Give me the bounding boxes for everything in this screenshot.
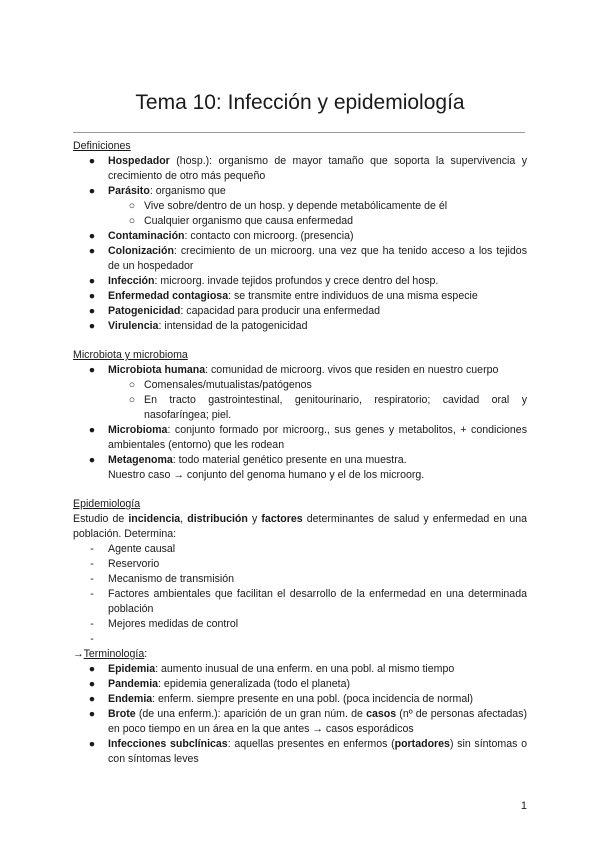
definition: ) sin síntomas o con síntomas leves: [108, 738, 527, 765]
term: Patogenicidad: [108, 305, 181, 317]
dash-item-text: Factores ambientales que facilitan el desarrollo de la enfermedad en una determinada población: [108, 588, 527, 615]
sub-list-item: [73, 393, 527, 423]
list-item-infecciones-subclinicas: [73, 737, 527, 767]
list-item-patogenicidad: [73, 304, 527, 319]
definition: (hosp.): organismo de mayor tamaño que soporta la supervivencia y crecimiento de otro más pequeño: [108, 155, 527, 182]
terminologia-heading: [73, 647, 527, 662]
list-item-microbiota-humana: [73, 363, 527, 378]
definition: : capacidad para producir una enfermedad: [180, 305, 381, 317]
term: Brote: [108, 708, 136, 720]
term: Microbioma: [108, 424, 168, 436]
term: Endemia: [108, 693, 153, 705]
arrow-glyph: →: [73, 648, 84, 660]
list-item-contaminacion: [73, 229, 527, 244]
intro-text: Estudio de: [73, 513, 129, 525]
spacer: [73, 483, 527, 497]
bullet-marker: ●: [88, 155, 96, 167]
definition: (nº de personas afectadas) en poco tiempo en un área en la que antes → casos esporádicos: [108, 708, 527, 735]
circle-marker: ○: [128, 379, 136, 391]
intro-text: y: [247, 513, 262, 525]
list-item-metagenoma: [73, 453, 527, 483]
bullet-marker: ●: [88, 708, 96, 720]
term: Virulencia: [108, 320, 159, 332]
definition: : organismo que: [149, 185, 226, 197]
intro-bold-term: incidencia: [128, 513, 181, 525]
section-heading-epidemiologia: Epidemiología: [73, 498, 141, 510]
definition: : enferm. siempre presente en una pobl. (poca incidencia de normal): [152, 693, 474, 705]
list-item-enfermedad-contagiosa: [73, 289, 527, 304]
definition: : conjunto formado por microorg., sus genes y metabolitos, + condiciones ambientales (entorno) que les rodean: [108, 424, 527, 451]
dash-list-item: [73, 572, 527, 587]
dash-item-text: Mejores medidas de control: [108, 618, 239, 630]
bullet-marker: ●: [88, 693, 96, 705]
sub-item-text: En tracto gastrointestinal, genitourinario, respiratorio; cavidad oral y nasofaríngea; piel.: [144, 394, 527, 421]
list-item-brote: [73, 707, 527, 737]
dash-marker: -: [90, 633, 94, 645]
dash-list-item: [73, 557, 527, 572]
term: Parásito: [108, 185, 150, 197]
intro-text: ,: [180, 513, 188, 525]
term: Infección: [108, 275, 155, 287]
dash-item-text: Agente causal: [108, 543, 176, 555]
term: Contaminación: [108, 230, 185, 242]
term: Epidemia: [108, 663, 156, 675]
list-item-parasito: [73, 184, 527, 199]
list-item-microbioma: [73, 423, 527, 453]
list-item-hospedador: [73, 154, 527, 184]
definition: : intensidad de la patogenicidad: [158, 320, 308, 332]
dash-item-text: Mecanismo de transmisión: [108, 573, 234, 585]
circle-marker: ○: [128, 200, 136, 212]
list-item-pandemia: [73, 677, 527, 692]
intro-paragraph: [73, 512, 527, 542]
bullet-marker: ●: [88, 185, 96, 197]
list-item-epidemia: [73, 662, 527, 677]
definition: : crecimiento de un microorg. una vez que ha tenido acceso a los tejidos de un hospedador: [108, 245, 527, 272]
sub-item-text: Cualquier organismo que causa enfermedad: [144, 215, 354, 227]
dash-list-item: [73, 587, 527, 617]
definition: : comunidad de microorg. vivos que residen en nuestro cuerpo: [205, 364, 499, 376]
dash-marker: -: [90, 558, 94, 570]
dash-marker: -: [90, 618, 94, 630]
spacer: [73, 334, 527, 348]
bullet-marker: ●: [88, 663, 96, 675]
sub-list-item: [73, 378, 527, 393]
sub-list-item: [73, 199, 527, 214]
bullet-marker: ●: [88, 275, 96, 287]
dash-marker: -: [90, 588, 94, 600]
term: Hospedador: [108, 155, 170, 167]
term: Metagenoma: [108, 454, 173, 466]
intro-bold-term: factores: [261, 513, 303, 525]
page-number: 1: [520, 800, 527, 812]
bullet-marker: ●: [88, 738, 96, 750]
section-heading-microbiota: Microbiota y microbioma: [73, 349, 188, 361]
list-item-colonizacion: [73, 244, 527, 274]
page-title: Tema 10: Infección y epidemiología: [135, 91, 465, 114]
dash-item-text: Reservorio: [108, 558, 160, 570]
colon: :: [144, 648, 148, 660]
term: Pandemia: [108, 678, 159, 690]
term: Colonización: [108, 245, 174, 257]
document-body: [73, 139, 527, 767]
terminologia-label: Terminología: [83, 648, 145, 660]
bullet-marker: ●: [88, 320, 96, 332]
sub-item-text: Vive sobre/dentro de un hosp. y depende metabólicamente de él: [144, 200, 448, 212]
list-item-endemia: [73, 692, 527, 707]
definition: : contacto con microorg. (presencia): [184, 230, 354, 242]
bullet-marker: ●: [88, 454, 96, 466]
definition: (de una enferm.): aparición de un gran núm. de: [135, 708, 367, 720]
list-item-infeccion: [73, 274, 527, 289]
bullet-marker: ●: [88, 305, 96, 317]
bullet-marker: ●: [88, 245, 96, 257]
definition: : todo material genético presente en una muestra.: [172, 454, 407, 466]
definition: : epidemia generalizada (todo el planeta): [158, 678, 351, 690]
list-item-virulencia: [73, 319, 527, 334]
term: Infecciones subclínicas: [108, 738, 228, 750]
bullet-marker: ●: [88, 678, 96, 690]
definition: : aumento inusual de una enferm. en una pobl. al mismo tiempo: [155, 663, 455, 675]
dash-list-item: [73, 617, 527, 632]
sub-item-text: Comensales/mutualistas/patógenos: [144, 379, 312, 391]
sub-list-item: [73, 214, 527, 229]
note-text: Nuestro caso → conjunto del genoma humano y el de los microorg.: [108, 469, 425, 481]
bullet-marker: ●: [88, 230, 96, 242]
definition: : aquellas presentes en enfermos (: [227, 738, 395, 750]
intro-text: determinantes de salud y enfermedad en una población. Determina:: [73, 513, 527, 540]
section-heading-definiciones: Definiciones: [73, 140, 131, 152]
term: Microbiota humana: [108, 364, 206, 376]
definition: : se transmite entre individuos de una misma especie: [228, 290, 478, 302]
bullet-marker: ●: [88, 290, 96, 302]
bold-term: casos: [366, 708, 397, 720]
intro-bold-term: distribución: [187, 513, 248, 525]
definition: : microorg. invade tejidos profundos y crece dentro del hosp.: [154, 275, 439, 287]
bold-term: portadores: [394, 738, 450, 750]
term: Enfermedad contagiosa: [108, 290, 229, 302]
bullet-marker: ●: [88, 364, 96, 376]
circle-marker: ○: [128, 394, 136, 406]
bullet-marker: ●: [88, 424, 96, 436]
dash-marker: -: [90, 543, 94, 555]
dash-list-item-empty: [73, 632, 527, 647]
title-divider: [73, 132, 525, 133]
circle-marker: ○: [128, 215, 136, 227]
dash-marker: -: [90, 573, 94, 585]
dash-list-item: [73, 542, 527, 557]
